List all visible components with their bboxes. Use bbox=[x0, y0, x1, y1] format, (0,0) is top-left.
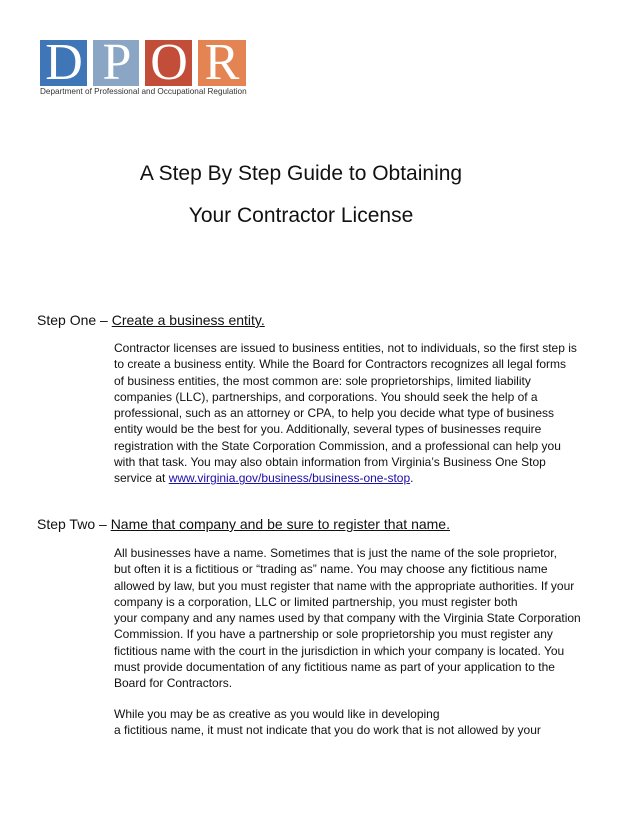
paragraph-line: must provide documentation of any fictitious name as part of your application to the bbox=[114, 660, 555, 675]
paragraph-line: a fictitious name, it must not indicate that you do work that is not allowed by your bbox=[114, 723, 541, 738]
paragraph-line: While you may be as creative as you would like in developing bbox=[114, 707, 440, 721]
paragraph-line: professional, such as an attorney or CPA, to help you decide what type of business bbox=[114, 406, 555, 421]
step-two-prefix: Step Two – bbox=[37, 516, 111, 532]
paragraph-line: fictitious name with the court in the jurisdiction in which your company is located. You bbox=[114, 643, 565, 658]
paragraph-line: Contractor licenses are issued to business entities, not to individuals, so the first step is bbox=[114, 341, 577, 355]
paragraph-line: allowed by law, but you must register that name with the appropriate authorities. If your bbox=[114, 578, 575, 593]
link-prefix: service at bbox=[114, 471, 169, 486]
paragraph-line: with that task. You may also obtain information from Virginia’s Business One Stop bbox=[114, 455, 546, 470]
paragraph-line: companies (LLC), partnerships, and corporations. You should seek the help of a bbox=[114, 389, 538, 404]
logo-letter-blocks bbox=[40, 34, 246, 91]
paragraph-line: All businesses have a name. Sometimes that is just the name of the sole proprietor, bbox=[114, 546, 557, 560]
step-one-paragraph bbox=[114, 340, 577, 487]
page-title-line-2: Your Contractor License bbox=[188, 204, 414, 227]
logo-letter-o: O bbox=[150, 34, 188, 91]
paragraph-line: company is a corporation, LLC or limited partnership, you must register both bbox=[114, 594, 518, 609]
step-two-paragraph bbox=[114, 545, 581, 692]
step-one-prefix: Step One – bbox=[37, 312, 112, 328]
paragraph-line: registration with the State Corporation Commission, and a professional can help you bbox=[114, 438, 561, 453]
step-one-heading bbox=[37, 312, 265, 328]
logo-letter-d: D bbox=[45, 34, 83, 91]
paragraph-line: to create a business entity. While the Board for Contractors recognizes all legal forms bbox=[114, 357, 566, 372]
logo-letter-p: P bbox=[102, 34, 132, 91]
step-two-paragraph-2 bbox=[114, 706, 541, 739]
business-one-stop-link[interactable]: www.virginia.gov/business/business-one-stop bbox=[168, 471, 411, 486]
dpor-logo bbox=[40, 34, 250, 100]
page-title-line-1: A Step By Step Guide to Obtaining bbox=[139, 162, 463, 185]
paragraph-line-with-link bbox=[114, 470, 577, 486]
paragraph-line: but often it is a fictitious or “trading as” name. You may choose any fictitious name bbox=[114, 562, 548, 577]
paragraph-line: entity would be the best for you. Additionally, several types of businesses require bbox=[114, 422, 542, 437]
paragraph-line: Board for Contractors. bbox=[114, 676, 233, 691]
link-suffix: . bbox=[410, 471, 414, 486]
logo-tagline: Department of Professional and Occupational Regulation bbox=[40, 87, 247, 96]
paragraph-line: of business entities, the most common are: sole proprietorships, limited liability bbox=[114, 373, 531, 388]
paragraph-line: your company and any names used by that company with the Virginia State Corporation bbox=[114, 611, 581, 626]
step-two-heading bbox=[37, 516, 450, 532]
step-two-title: Name that company and be sure to register that name. bbox=[110, 516, 450, 532]
step-one-title: Create a business entity. bbox=[111, 312, 265, 328]
logo-letter-r: R bbox=[204, 34, 240, 91]
paragraph-line: Commission. If you have a partnership or sole proprietorship you must register any bbox=[114, 627, 553, 642]
